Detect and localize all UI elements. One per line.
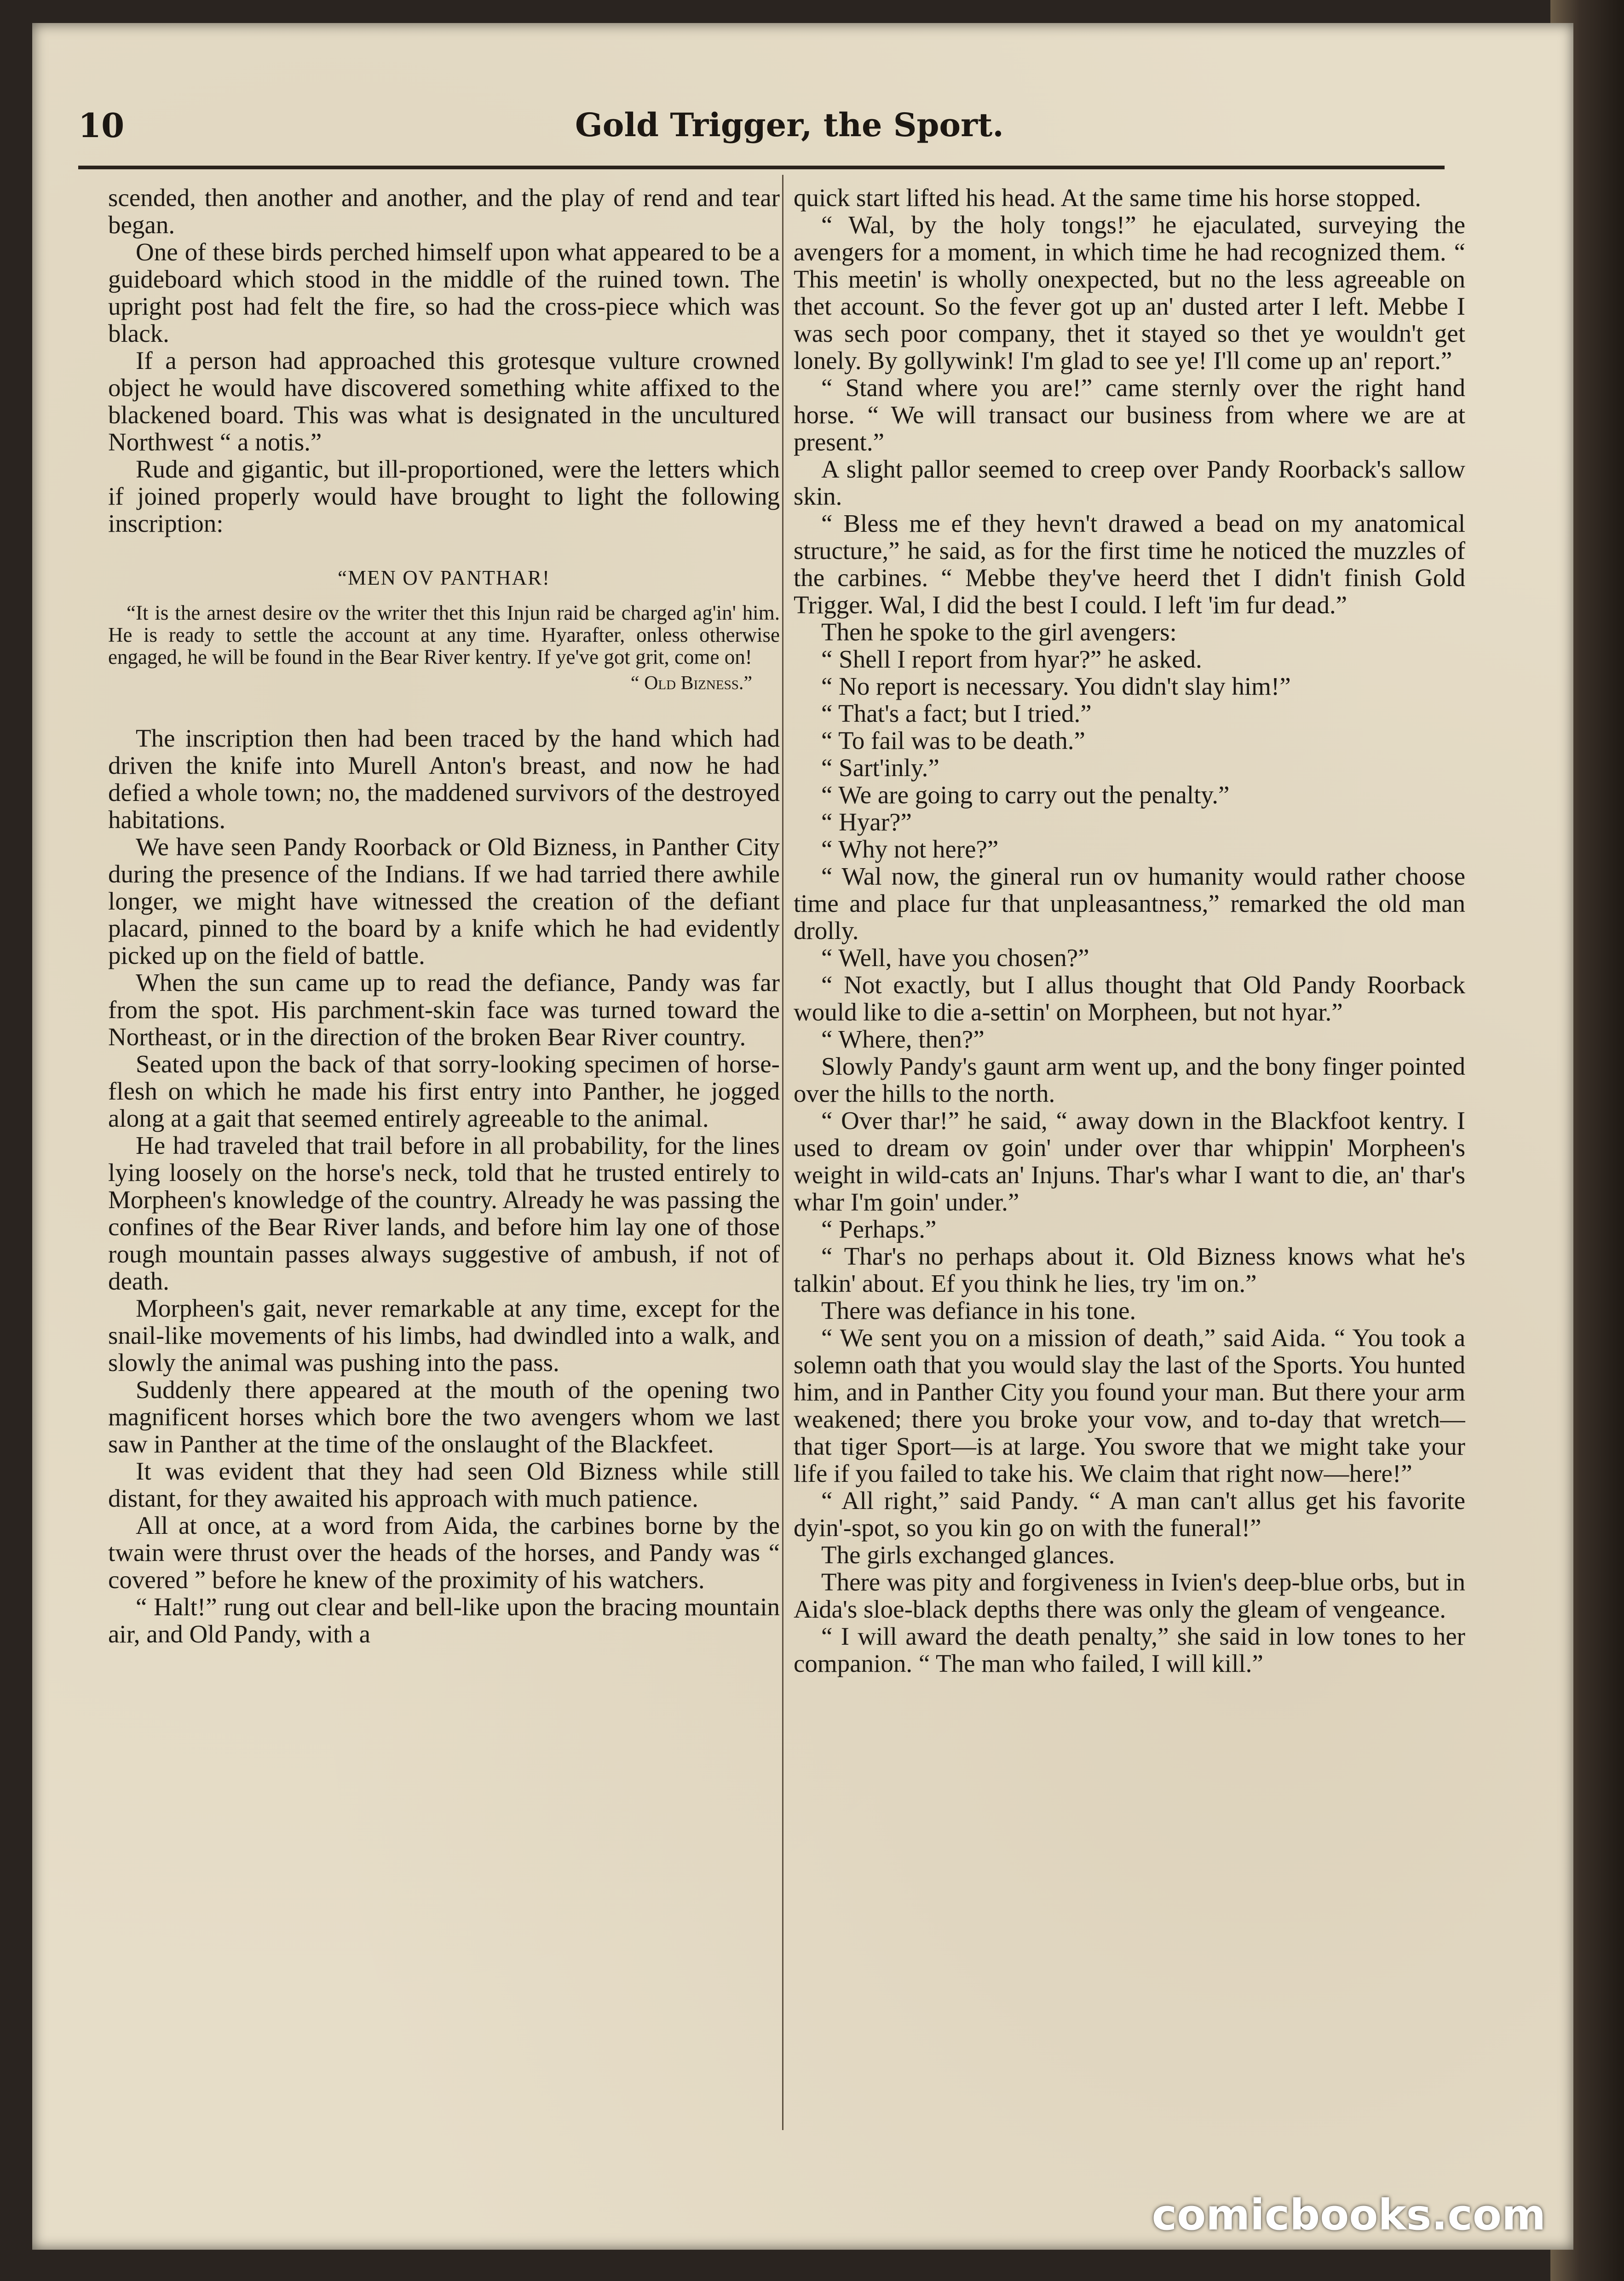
paragraph: quick start lifted his head. At the same time his horse stopped.: [794, 184, 1422, 212]
running-title: Gold Trigger, the Sport.: [575, 106, 1004, 144]
paragraph: “ We sent you on a mission of death,” said Aida. “ You took a solemn oath that you would slay the last of the Sports. You hunted him, and in Panther City you found your man. But there your arm weakened; there you broke your vow, and to-day that wretch—that tiger Sport—is at large. You swore that we might take your life if you failed to take his. We claim that right now—here!”: [794, 1324, 1465, 1487]
inscription-signature: “ Old Bizness.”: [630, 673, 752, 694]
paragraph: A slight pallor seemed to creep over Pandy Roorback's sallow skin.: [794, 455, 1465, 510]
paragraph: “ Over thar!” he said, “ away down in the Blackfoot kentry. I used to dream ov goin' under over thar whippin' Morpheen's weight in wild-cats an' Injuns. Thar's whar I want to die, an' thar's whar I'm goin' under.”: [794, 1106, 1465, 1216]
paragraph: “ That's a fact; but I tried.”: [821, 699, 1092, 727]
paragraph: When the sun came up to read the defiance, Pandy was far from the spot. His parchment-skin face was turned toward the Northeast, or in the direction of the broken Bear River country.: [108, 968, 780, 1051]
paragraph: “ I will award the death penalty,” she said in low tones to her companion. “ The man who failed, I will kill.”: [794, 1622, 1465, 1677]
inscription-heading: “MEN OV PANTHAR!: [337, 566, 551, 589]
left-paragraphs-top: [108, 184, 780, 537]
paragraph: There was pity and forgiveness in Ivien's deep-blue orbs, but in Aida's sloe-black depths there was only the gleam of vengeance.: [794, 1568, 1465, 1623]
paragraph: Morpheen's gait, never remarkable at any time, except for the snail-like movements of his limbs, had dwindled into a walk, and slowly the animal was pushing into the pass.: [108, 1294, 780, 1377]
paragraph: “ Well, have you chosen?”: [821, 944, 1089, 972]
right-column: [794, 184, 1465, 2130]
paragraph: “ Halt!” rung out clear and bell-like upon the bracing mountain air, and Old Pandy, with a: [108, 1593, 780, 1648]
inscription-body: “It is the arnest desire ov the writer thet this Injun raid be charged ag'in' him. He is ready to settle the account at any time. Hyarafter, onless otherwise engaged, he will be found in the Bear River kentry. If ye've got grit, come on!: [108, 601, 780, 668]
paragraph: We have seen Pandy Roorback or Old Bizness, in Panther City during the presence of the Indians. If we had tarried there awhile longer, we might have witnessed the creation of the defiant placard, pinned to the board by a knife which he had evidently picked up on the field of battle.: [108, 833, 780, 969]
paragraph: “ Wal, by the holy tongs!” he ejaculated, surveying the avengers for a moment, in which time he had recognized them. “ This meetin' is wholly onexpected, but no the less agreeable on thet account. So the fever got up an' dusted arter I left. Mebbe I was sech poor company, thet it stayed so thet ye wouldn't get lonely. By gollywink! I'm glad to see ye! I'll come up an' report.”: [794, 211, 1465, 374]
right-paragraphs: [794, 184, 1465, 1677]
paragraph: “ To fail was to be death.”: [821, 726, 1085, 755]
page-number: 10: [78, 106, 125, 145]
paragraph: All at once, at a word from Aida, the carbines borne by the twain were thrust over the heads of the horses, and Pandy was “ covered ” before he knew of the proximity of his watchers.: [108, 1511, 780, 1594]
paragraph: “ We are going to carry out the penalty.”: [821, 781, 1230, 809]
paragraph: “ Bless me ef they hevn't drawed a bead on my anatomical structure,” he said, as for the first time he noticed the muzzles of the carbines. “ Mebbe they've heerd thet I didn't finish Gold Trigger. Wal, I did the best I could. I left 'im fur dead.”: [794, 509, 1465, 619]
paragraph: “ Shell I report from hyar?” he asked.: [821, 645, 1202, 673]
watermark-logo: comicbooks.com: [1152, 2190, 1546, 2240]
paragraph: If a person had approached this grotesque vulture crowned object he would have discovered something white affixed to the blackened board. This was what is designated in the uncultured Northwest “ a notis.”: [108, 346, 780, 456]
paragraph: “ Hyar?”: [821, 808, 912, 836]
paragraph: scended, then another and another, and the play of rend and tear began.: [108, 184, 780, 239]
page-header: [78, 106, 1449, 156]
paragraph: “ All right,” said Pandy. “ A man can't allus get his favorite dyin'-spot, so you kin go on with the funeral!”: [794, 1486, 1465, 1542]
paragraph: There was defiance in his tone.: [821, 1296, 1136, 1325]
paragraph: Seated upon the back of that sorry-looking specimen of horse-flesh on which he made his first entry into Panther, he jogged along at a gait that seemed entirely agreeable to the animal.: [108, 1050, 780, 1132]
paragraph: “ Stand where you are!” came sternly over the right hand horse. “ We will transact our business from where we are at present.”: [794, 374, 1465, 456]
paragraph: The inscription then had been traced by the hand which had driven the knife into Murell Anton's breast, and now he had defied a whole town; no, the maddened survivors of the destroyed habitations.: [108, 724, 780, 834]
paragraph: The girls exchanged glances.: [821, 1541, 1115, 1569]
paragraph: “ Perhaps.”: [821, 1215, 937, 1243]
header-rule: [78, 166, 1445, 169]
paragraph: Suddenly there appeared at the mouth of the opening two magnificent horses which bore the two avengers whom we last saw in Panther at the time of the onslaught of the Blackfeet.: [108, 1376, 780, 1458]
left-paragraphs-bottom: [108, 725, 780, 1647]
paragraph: “ Where, then?”: [821, 1025, 985, 1053]
paragraph: It was evident that they had seen Old Bizness while still distant, for they awaited his approach with much patience.: [108, 1457, 780, 1512]
paragraph: “ Not exactly, but I allus thought that Old Pandy Roorback would like to die a-settin' on Morpheen, but not hyar.”: [794, 971, 1465, 1026]
paragraph: “ Thar's no perhaps about it. Old Bizness knows what he's talkin' about. Ef you think he lies, try 'im on.”: [794, 1242, 1465, 1297]
paragraph: He had traveled that trail before in all probability, for the lines lying loosely on the horse's neck, told that he trusted entirely to Morpheen's knowledge of the country. Already he was passing the confines of the Bear River lands, and before him lay one of those rough mountain passes always suggestive of ambush, if not of death.: [108, 1131, 780, 1295]
paragraph: “ No report is necessary. You didn't slay him!”: [821, 672, 1291, 700]
paragraph: “ Wal now, the gineral run ov humanity would rather choose time and place fur that unpleasantness,” remarked the old man drolly.: [794, 862, 1465, 945]
paragraph: One of these birds perched himself upon what appeared to be a guideboard which stood in the middle of the ruined town. The upright post had felt the fire, so had the cross-piece which was black.: [108, 238, 780, 347]
paragraph: Rude and gigantic, but ill-proportioned, were the letters which if joined properly would have brought to light the following inscription:: [108, 455, 780, 537]
left-column: [108, 184, 780, 2130]
paragraph: Slowly Pandy's gaunt arm went up, and the bony finger pointed over the hills to the north.: [794, 1052, 1465, 1107]
paragraph: “ Sart'inly.”: [821, 754, 939, 782]
column-divider: [782, 175, 783, 2130]
inscription-notice: [108, 564, 780, 697]
paragraph: “ Why not here?”: [821, 835, 999, 863]
paragraph: Then he spoke to the girl avengers:: [821, 618, 1177, 646]
